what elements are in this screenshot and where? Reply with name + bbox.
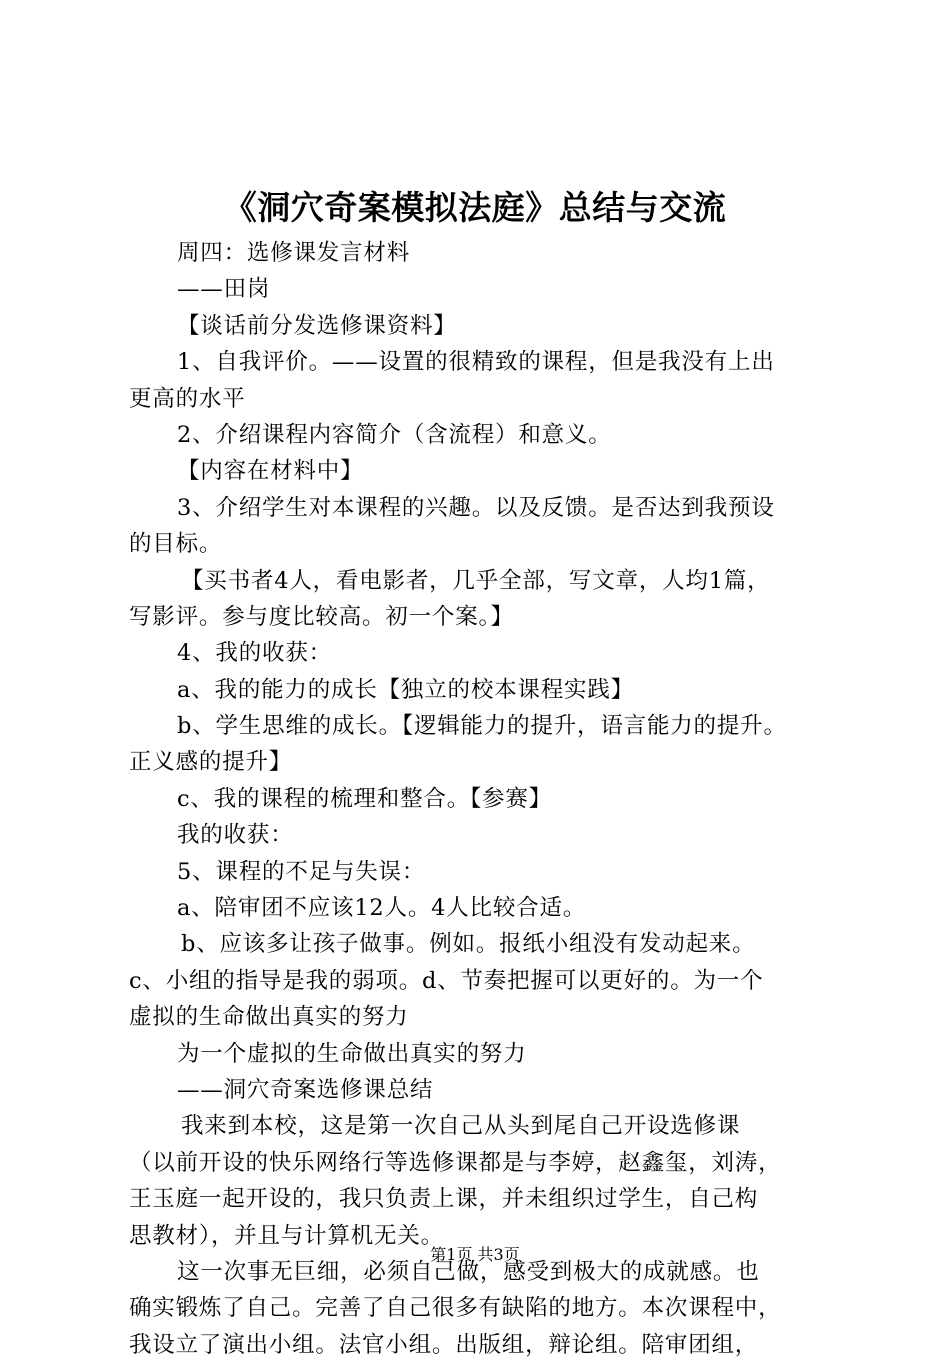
text-line: 【谈话前分发选修课资料】	[177, 312, 457, 339]
text-line: 我设立了演出小组。法官小组。出版组，辩论组。陪审团组，	[129, 1331, 759, 1358]
text-line: 3、介绍学生对本课程的兴趣。以及反馈。是否达到我预设	[177, 494, 775, 521]
text-line: 王玉庭一起开设的，我只负责上课，并未组织过学生，自己构	[129, 1186, 759, 1213]
text-line: 思教材），并且与计算机无关。	[129, 1222, 444, 1249]
text-line: 正义感的提升】	[129, 749, 293, 776]
text-line: 5、课程的不足与失误：	[177, 858, 426, 885]
text-line: 我来到本校，这是第一次自己从头到尾自己开设选修课	[181, 1113, 741, 1140]
text-line: ——田岗	[177, 276, 271, 303]
text-line: c、我的课程的梳理和整合。【参赛】	[177, 785, 552, 812]
text-line: 虚拟的生命做出真实的努力	[129, 1004, 409, 1031]
text-line: 写影评。参与度比较高。初一个案。】	[129, 603, 514, 630]
text-line: 的目标。	[129, 531, 223, 558]
page-footer: 第1页 共3页	[430, 1245, 520, 1264]
text-line: 为一个虚拟的生命做出真实的努力	[177, 1040, 527, 1067]
text-line: 1、自我评价。——设置的很精致的课程，但是我没有上出	[177, 349, 775, 376]
text-line: 更高的水平	[129, 385, 246, 412]
text-line: a、我的能力的成长【独立的校本课程实践】	[177, 676, 634, 703]
text-line: （以前开设的快乐网络行等选修课都是与李婷，赵鑫玺，刘涛，	[129, 1149, 782, 1176]
text-line: 这一次事无巨细，必须自己做，感受到极大的成就感。也	[177, 1258, 760, 1285]
page-title: 《洞穴奇案模拟法庭》总结与交流	[223, 188, 727, 227]
text-line: b、学生思维的成长。【逻辑能力的提升，语言能力的提升。	[177, 713, 787, 740]
text-line: 确实锻炼了自己。完善了自己很多有缺陷的地方。本次课程中，	[129, 1295, 782, 1322]
text-line: 【内容在材料中】	[177, 458, 364, 485]
text-line: 周四：选修课发言材料	[177, 240, 411, 266]
text-line: c、小组的指导是我的弱项。d、节奏把握可以更好的。为一个	[129, 967, 764, 994]
text-line: 4、我的收获：	[177, 640, 332, 667]
text-line: ——洞穴奇案选修课总结	[177, 1076, 434, 1103]
document-body	[129, 235, 859, 1363]
text-line: 【买书者4人，看电影者，几乎全部，写文章，人均1篇，	[181, 567, 771, 594]
text-line: a、陪审团不应该12人。4人比较合适。	[177, 895, 587, 922]
text-line: 我的收获：	[177, 822, 294, 849]
text-line: b、应该多让孩子做事。例如。报纸小组没有发动起来。	[181, 931, 756, 958]
text-line: 2、介绍课程内容简介（含流程）和意义。	[177, 421, 612, 448]
